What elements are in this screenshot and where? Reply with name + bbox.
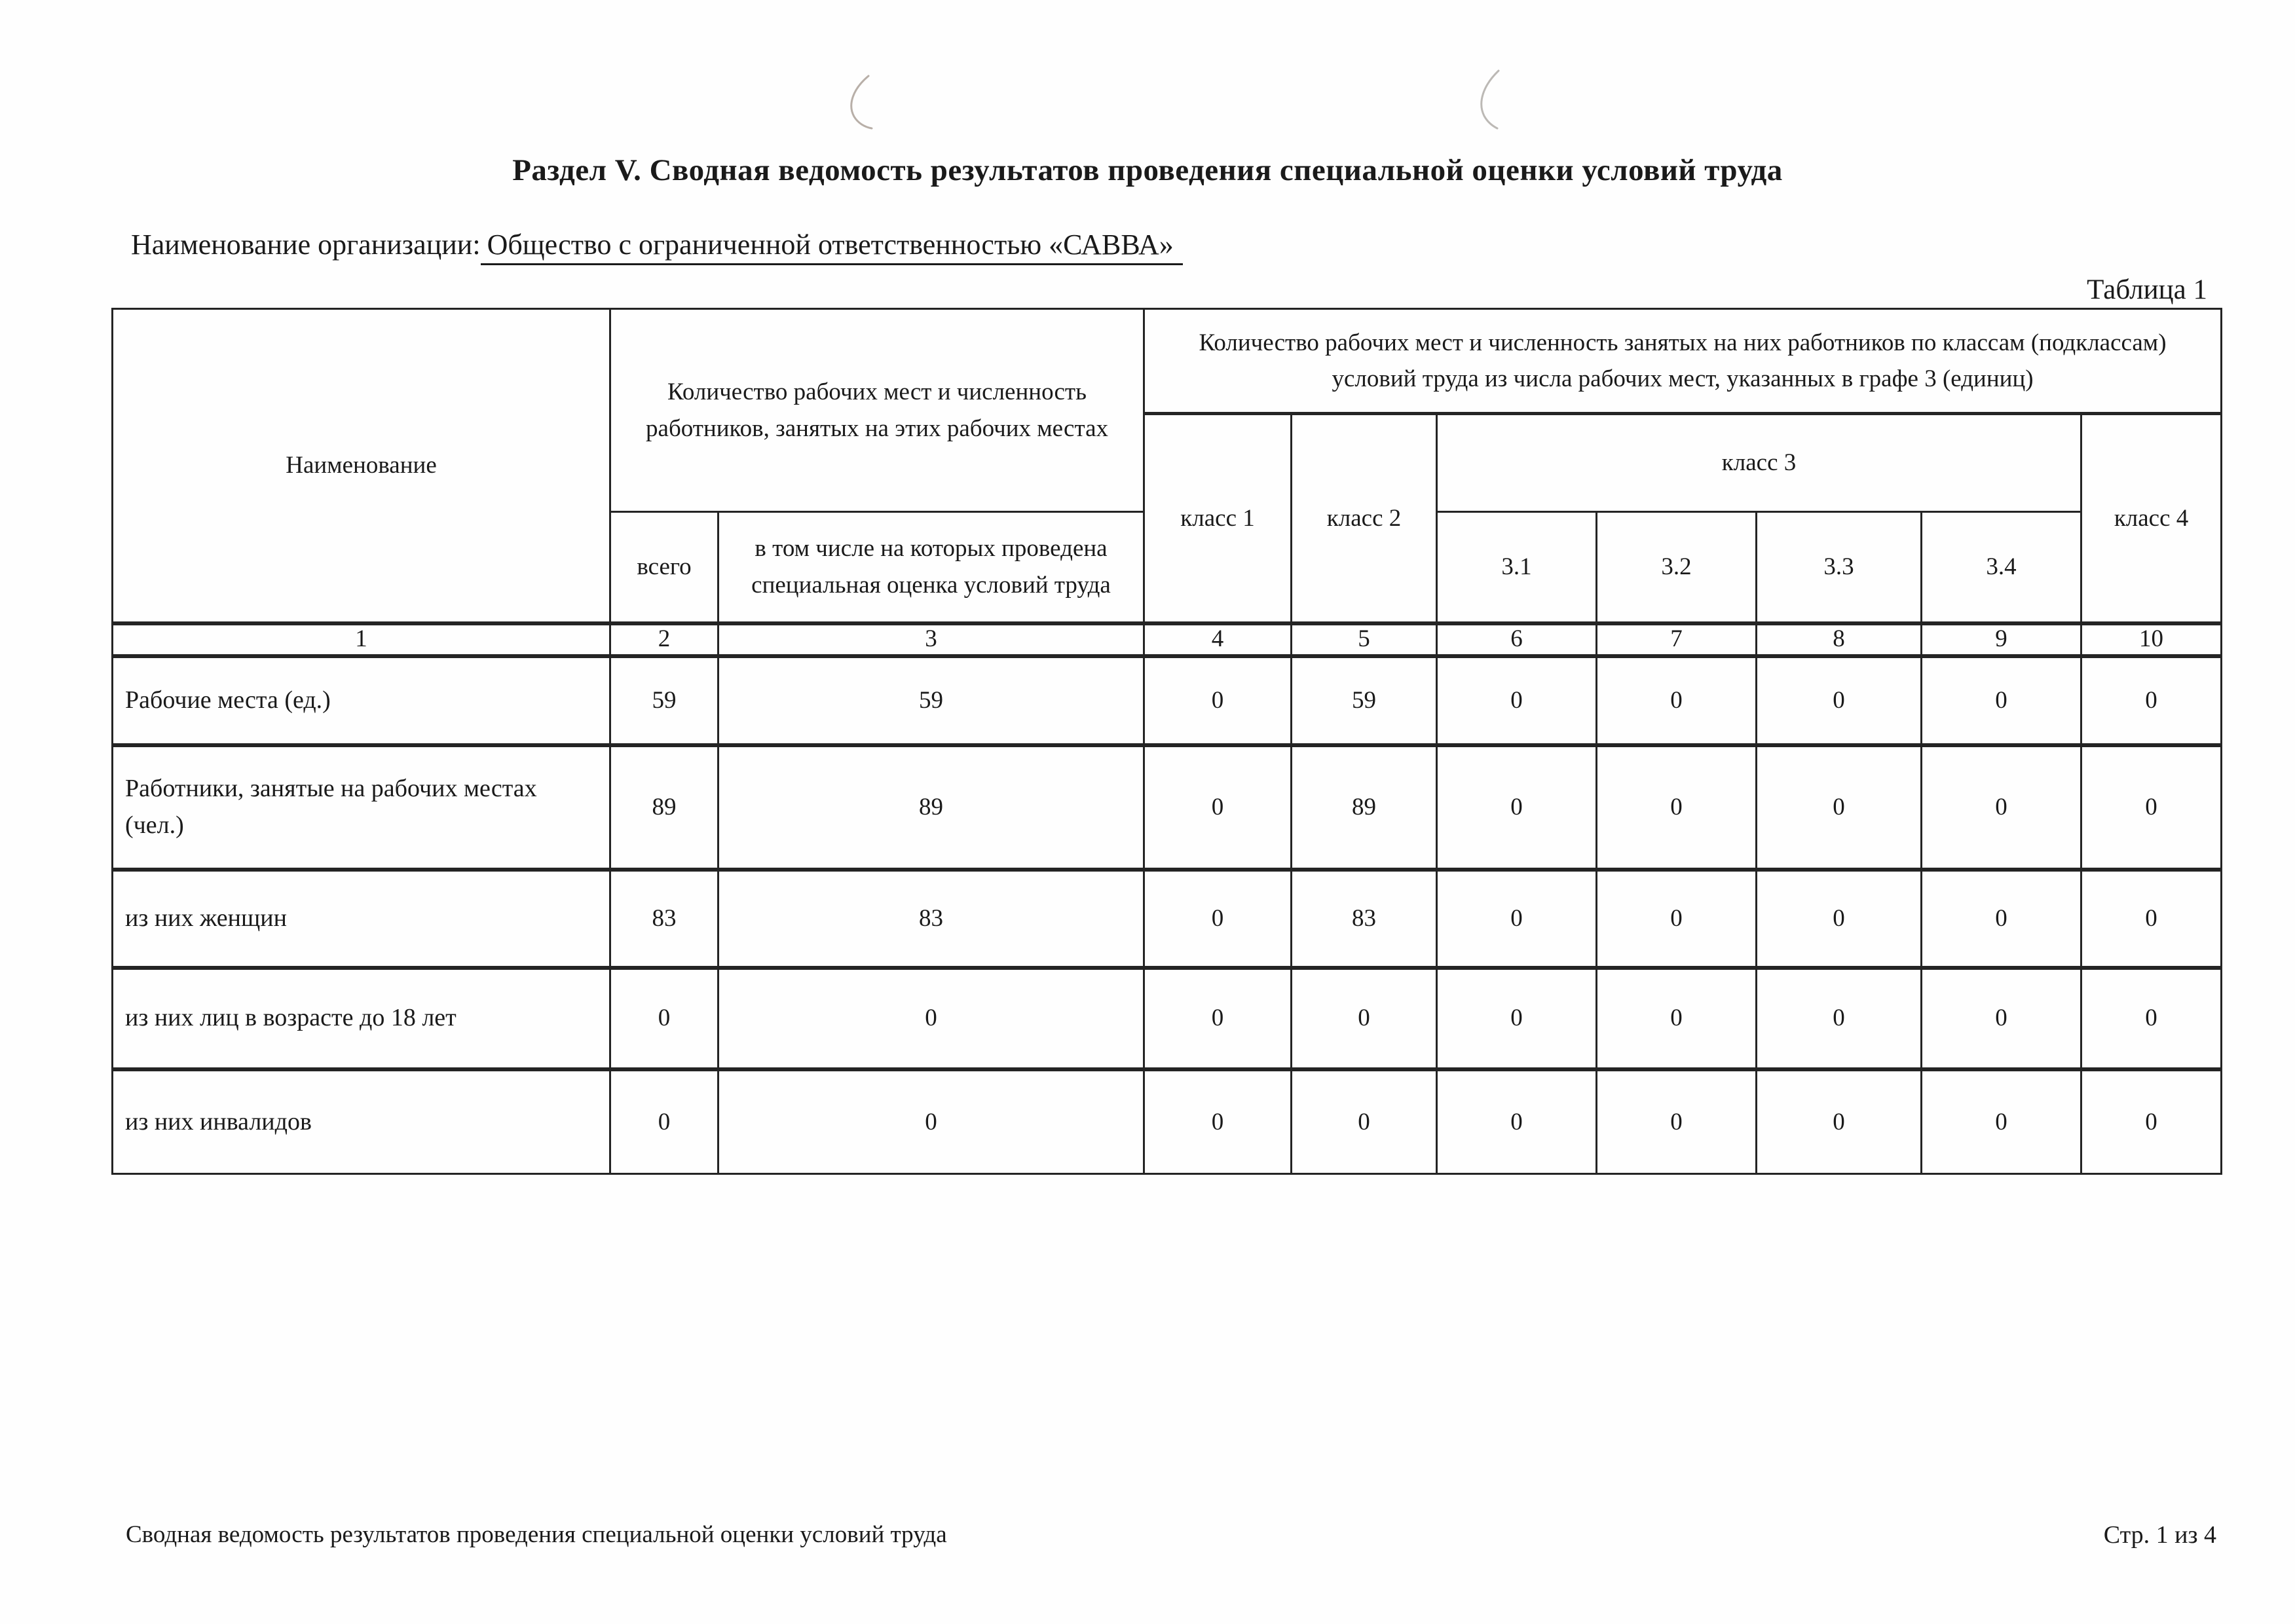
section-title: Раздел V. Сводная ведомость результатов проведения специальной оценки условий труда — [512, 153, 1783, 187]
header-class-1: класс 1 — [1144, 414, 1292, 623]
value-cell: 0 — [1922, 656, 2081, 745]
value-cell: 0 — [1922, 870, 2081, 968]
column-number: 3 — [718, 623, 1144, 656]
value-cell: 0 — [1437, 656, 1597, 745]
column-number: 6 — [1437, 623, 1597, 656]
table-row — [113, 656, 2222, 745]
value-cell: 0 — [2081, 1069, 2222, 1174]
column-number: 7 — [1597, 623, 1757, 656]
value-cell: 89 — [1292, 745, 1437, 870]
header-class-4: класс 4 — [2081, 414, 2222, 623]
value-cell: 0 — [1437, 1069, 1597, 1174]
header-class-3: класс 3 — [1437, 414, 2081, 512]
row-label: из них инвалидов — [113, 1069, 610, 1174]
value-cell: 0 — [2081, 968, 2222, 1069]
value-cell: 0 — [2081, 656, 2222, 745]
value-cell: 0 — [1757, 1069, 1922, 1174]
header-row-groups — [113, 309, 2222, 414]
header-total: всего — [610, 512, 718, 623]
table-row — [113, 745, 2222, 870]
row-label: Рабочие места (ед.) — [113, 656, 610, 745]
header-row-column-numbers — [113, 623, 2222, 656]
table-row — [113, 1069, 2222, 1174]
header-subclass-3-3: 3.3 — [1757, 512, 1922, 623]
value-cell: 0 — [1922, 745, 2081, 870]
header-subclass-3-1: 3.1 — [1437, 512, 1597, 623]
value-cell: 0 — [1144, 745, 1292, 870]
row-label: из них лиц в возрасте до 18 лет — [113, 968, 610, 1069]
scan-artifact-right-paren — [1472, 69, 1502, 131]
value-cell: 0 — [610, 968, 718, 1069]
footer-page-number: Стр. 1 из 4 — [2103, 1521, 2216, 1549]
value-cell: 0 — [2081, 745, 2222, 870]
value-cell: 0 — [1757, 745, 1922, 870]
value-cell: 0 — [1437, 968, 1597, 1069]
table-row — [113, 968, 2222, 1069]
value-cell: 0 — [1597, 968, 1757, 1069]
row-label: Работники, занятые на рабочих местах (чел.) — [113, 745, 610, 870]
column-number: 4 — [1144, 623, 1292, 656]
summary-table — [111, 308, 2222, 1175]
header-assessed: в том числе на которых проведена специальная оценка условий труда — [718, 512, 1144, 623]
column-number: 8 — [1757, 623, 1922, 656]
header-subclass-3-2: 3.2 — [1597, 512, 1757, 623]
value-cell: 0 — [1597, 1069, 1757, 1174]
value-cell: 0 — [1757, 968, 1922, 1069]
footer-document-title: Сводная ведомость результатов проведения специальной оценки условий труда — [126, 1521, 947, 1548]
header-group-workplaces: Количество рабочих мест и численность работников, занятых на этих рабочих местах — [610, 309, 1144, 512]
value-cell: 0 — [610, 1069, 718, 1174]
value-cell: 59 — [1292, 656, 1437, 745]
value-cell: 0 — [1437, 745, 1597, 870]
column-number: 5 — [1292, 623, 1437, 656]
value-cell: 83 — [610, 870, 718, 968]
value-cell: 0 — [1757, 870, 1922, 968]
header-subclass-3-4: 3.4 — [1922, 512, 2081, 623]
value-cell: 83 — [718, 870, 1144, 968]
value-cell: 89 — [718, 745, 1144, 870]
value-cell: 0 — [1597, 745, 1757, 870]
value-cell: 0 — [1437, 870, 1597, 968]
value-cell: 0 — [1597, 870, 1757, 968]
header-class-2: класс 2 — [1292, 414, 1437, 623]
column-number: 10 — [2081, 623, 2222, 656]
value-cell: 0 — [718, 1069, 1144, 1174]
value-cell: 0 — [1292, 968, 1437, 1069]
value-cell: 0 — [1922, 968, 2081, 1069]
value-cell: 0 — [1144, 968, 1292, 1069]
organization-label: Наименование организации: — [131, 229, 481, 261]
value-cell: 83 — [1292, 870, 1437, 968]
value-cell: 0 — [1144, 1069, 1292, 1174]
column-number: 2 — [610, 623, 718, 656]
column-number: 9 — [1922, 623, 2081, 656]
value-cell: 89 — [610, 745, 718, 870]
value-cell: 59 — [718, 656, 1144, 745]
row-label: из них женщин — [113, 870, 610, 968]
value-cell: 0 — [718, 968, 1144, 1069]
value-cell: 59 — [610, 656, 718, 745]
column-number: 1 — [113, 623, 610, 656]
value-cell: 0 — [2081, 870, 2222, 968]
value-cell: 0 — [1597, 656, 1757, 745]
value-cell: 0 — [1144, 656, 1292, 745]
value-cell: 0 — [1922, 1069, 2081, 1174]
value-cell: 0 — [1144, 870, 1292, 968]
organization-value: Общество с ограниченной ответственностью «САВВА» — [481, 229, 1183, 265]
table-caption: Таблица 1 — [2087, 274, 2207, 305]
organization-line — [131, 228, 1183, 261]
table-row — [113, 870, 2222, 968]
value-cell: 0 — [1292, 1069, 1437, 1174]
value-cell: 0 — [1757, 656, 1922, 745]
scan-artifact-left-paren — [844, 73, 874, 132]
header-group-classes: Количество рабочих мест и численность занятых на них работников по классам (подклассам) условий труда из числа рабочих мест, указанных в графе 3 (единиц) — [1144, 309, 2222, 414]
header-name: Наименование — [113, 309, 610, 623]
